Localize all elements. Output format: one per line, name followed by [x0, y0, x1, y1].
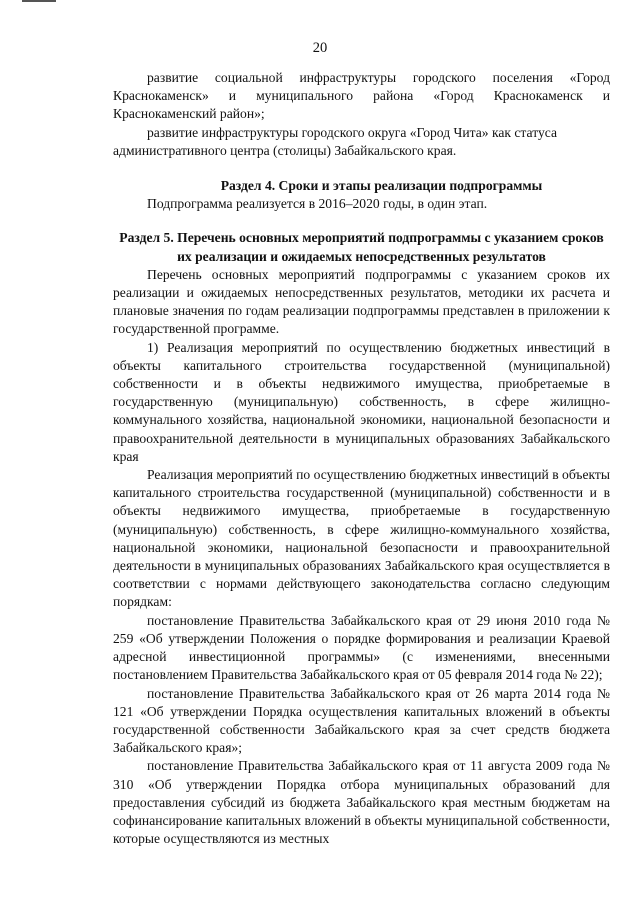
top-edge-mark [22, 0, 56, 2]
section-5-decree-121: постановление Правительства Забайкальского края от 26 марта 2014 года № 121 «Об утверждении Порядка осуществления капитальных вложений в объекты государственной собственности Забайкальского края за счет средств бюджета Забайкальского края»; [113, 685, 610, 756]
page-number: 20 [312, 40, 328, 56]
section-5-paragraph-list: Перечень основных мероприятий подпрограммы с указанием сроков их реализации и ожидаемых непосредственных результатов, методики их расчета и плановые значения по годам реализации подпрограммы представлен в приложении к государственной программе. [113, 266, 610, 337]
section-4-heading: Раздел 4. Сроки и этапы реализации подпрограммы [220, 178, 543, 194]
document-body [113, 69, 610, 848]
paragraph-chita-infrastructure: развитие инфраструктуры городского округа «Город Чита» как статуса административного центра (столицы) Забайкальского края. [113, 124, 558, 158]
section-5-paragraph-item-1: 1) Реализация мероприятий по осуществлению бюджетных инвестиций в объекты капитального строительства государственной (муниципальной) собственности и в объекты недвижимого имущества, приобретаемые в государственную (муниципальную) собственность, в сфере жилищно-коммунального хозяйства, национальной экономики, национальной безопасности и правоохранительной деятельности в муниципальных образованиях Забайкальского края [113, 339, 610, 464]
section-5-paragraph-implementation: Реализация мероприятий по осуществлению бюджетных инвестиций в объекты капитального строительства государственной (муниципальной) собственности и в объекты недвижимого имущества, приобретаемые в государственную (муниципальную) собственность, в сфере жилищно-коммунального хозяйства, национальной экономики, национальной безопасности и правоохранительной деятельности в муниципальных образованиях Забайкальского края осуществляется в соответствии с нормами действующего законодательства согласно следующим порядкам: [113, 467, 610, 610]
section-5-decree-310: постановление Правительства Забайкальского края от 11 августа 2009 года № 310 «Об утверждении Порядка отбора муниципальных образований для предоставления субсидий из бюджета Забайкальского края местным бюджетам на софинансирование капитальных вложений в объекты муниципальной собственности, которые осуществляются из местных [113, 758, 610, 847]
section-5-heading: Раздел 5. Перечень основных мероприятий подпрограммы с указанием сроков их реализации и ожидаемых непосредственных результатов [119, 230, 604, 264]
section-5-decree-259: постановление Правительства Забайкальского края от 29 июня 2010 года № 259 «Об утверждении Положения о порядке формирования и реализации Краевой адресной инвестиционной программы» (с изменениями, внесенными постановлением Правительства Забайкальского края от 05 февраля 2014 года № 22); [113, 612, 610, 683]
paragraph-social-infrastructure: развитие социальной инфраструктуры городского поселения «Город Краснокаменск» и муниципального района «Город Краснокаменск и Краснокаменский район»; [113, 70, 610, 122]
section-4-text: Подпрограмма реализуется в 2016–2020 годы, в один этап. [147, 196, 488, 212]
